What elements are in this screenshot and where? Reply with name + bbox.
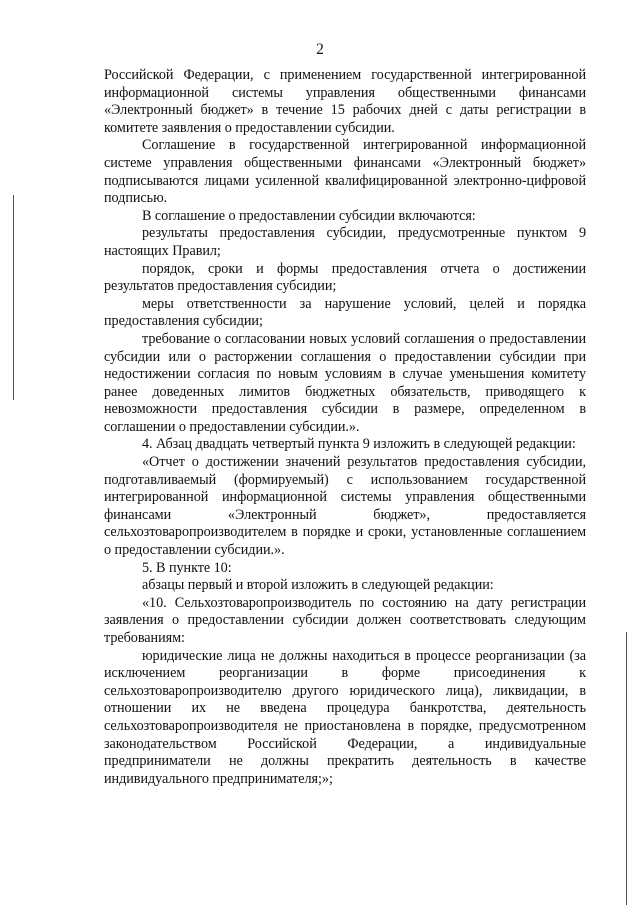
paragraph-item-report: порядок, сроки и формы предоставления отчета о достижении результатов предоставления субсидии; <box>104 260 586 295</box>
paragraph-item-liability: меры ответственности за нарушение условий, целей и порядка предоставления субсидии; <box>104 295 586 330</box>
page-number: 2 <box>316 41 324 58</box>
paragraph-report-text: «Отчет о достижении значений результатов предоставления субсидии, подготавливаемый (формируемый) с использованием государственной интегрированной информационной системы управления общественными финансами «Электронный бюджет», предоставляется сельхозтоваропроизводителем в порядке и сроки, установленные соглашением о предоставлении субсидии.». <box>104 454 586 559</box>
scan-margin-line-left <box>13 195 14 400</box>
document-body <box>104 67 586 788</box>
paragraph-item-results: результаты предоставления субсидии, предусмотренные пунктом 9 настоящих Правил; <box>104 225 586 259</box>
paragraph-amendment-4: 4. Абзац двадцать четвертый пункта 9 изложить в следующей редакции: <box>142 436 576 453</box>
paragraph-agreement-includes: В соглашение о предоставлении субсидии включаются: <box>142 207 476 224</box>
paragraph-item-requirement: требование о согласовании новых условий соглашения о предоставлении субсидии или о расторжении соглашения о предоставлении субсидии при недостижении согласия по новым условиям в случае уменьшения комитету ранее доведенных лимитов бюджетных обязательств, приводящего к невозможности предоставления субсидии в размере, определенном в соглашении о предоставлении субсидии.». <box>104 330 586 435</box>
paragraph-clause-10: «10. Сельхозтоваропроизводитель по состоянию на дату регистрации заявления о предоставлении субсидии должен соответствовать следующим требованиям: <box>104 594 586 646</box>
paragraph-agreement-signing: Соглашение в государственной интегрированной информационной системе управления общественными финансами «Электронный бюджет» подписываются лицами усиленной квалифицированной электронно-цифровой подписью. <box>104 137 586 207</box>
scan-margin-line-right <box>626 632 627 905</box>
paragraph-continuation: Российской Федерации, с применением государственной интегрированной информационной системы управления общественными финансами «Электронный бюджет» в течение 15 рабочих дней с даты регистрации в комитете заявления о предоставлении субсидии. <box>104 67 586 136</box>
paragraph-amendment-5-intro: абзацы первый и второй изложить в следующей редакции: <box>142 577 494 594</box>
paragraph-amendment-5: 5. В пункте 10: <box>142 559 232 576</box>
paragraph-legal-entities: юридические лица не должны находиться в процессе реорганизации (за исключением реорганизации в форме присоединения к сельхозтоваропроизводителю другого юридического лица), ликвидации, в отношении их не введена процедура банкротства, деятельность сельхозтоваропроизводителя не приостановлена в порядке, предусмотренном законодательством Российской Федерации, а индивидуальные предприниматели не должны прекратить деятельность в качестве индивидуального предпринимателя;»; <box>104 647 586 787</box>
